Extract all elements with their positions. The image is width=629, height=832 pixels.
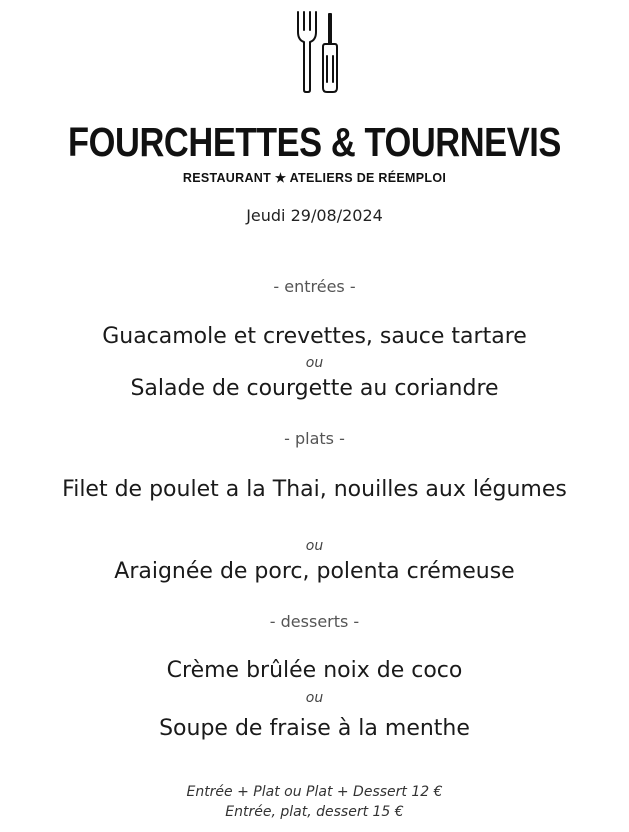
dish-entree-1: Guacamole et crevettes, sauce tartare xyxy=(102,324,527,349)
fork-and-screwdriver-icon xyxy=(295,10,343,94)
dish-entree-2: Salade de courgette au coriandre xyxy=(130,376,499,401)
menu-date: Jeudi 29/08/2024 xyxy=(246,206,383,225)
dish-plat-2: Araignée de porc, polenta crémeuse xyxy=(114,559,515,584)
section-label-entrees: - entrées - xyxy=(273,277,356,296)
dish-dessert-1: Crème brûlée noix de coco xyxy=(166,658,463,683)
brand-subtitle: RESTAURANT ★ ATELIERS DE RÉEMPLOI xyxy=(182,171,447,185)
section-label-plats: - plats - xyxy=(284,429,345,448)
price-formula-1: Entrée + Plat ou Plat + Dessert 12 € xyxy=(186,784,443,800)
or-separator: ou xyxy=(305,690,324,706)
price-formula-2: Entrée, plat, dessert 15 € xyxy=(225,804,404,820)
dish-dessert-2: Soupe de fraise à la menthe xyxy=(159,716,470,741)
dish-plat-1: Filet de poulet a la Thai, nouilles aux légumes xyxy=(62,477,567,502)
or-separator: ou xyxy=(305,538,324,554)
section-label-desserts: - desserts - xyxy=(269,612,360,631)
or-separator: ou xyxy=(305,355,324,371)
brand-title: FOURCHETTES & TOURNEVIS xyxy=(68,119,561,165)
